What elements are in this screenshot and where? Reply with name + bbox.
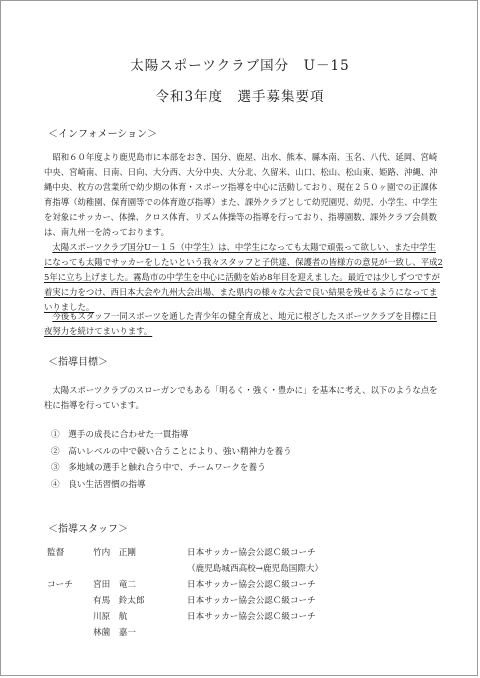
goal-item: ② 高いレベルの中で競い合うことにより、強い精神力を養う xyxy=(51,446,292,457)
staff-name: 有馬 鈴太郎 xyxy=(93,596,145,606)
info-paragraph-2: 太陽スポーツクラブ国分U－１５（中学生）は、中学生になっても太陽で頑張って欲しい、また中学生になっても太陽でサッカーをしたいという我々スタッフと子供達、保護者の皆様方の意見が一致し、平成25年に立ち上げました。霧島市の中学生を中心に活動を始め8年目を迎えました。最近では少しずつですが着実に力をつけ、西日本大会や九州大会出場、また県内の様々な大会で良い結果を残せるようになってまいりました。 xyxy=(44,242,443,312)
goals-list xyxy=(51,427,292,493)
staff-row xyxy=(47,546,447,562)
staff-row xyxy=(47,610,447,626)
info-heading: ＜インフォメーション＞ xyxy=(48,129,158,140)
staff-name: 川原 航 xyxy=(93,612,128,622)
document-subtitle: 令和3年度 選手募集要項 xyxy=(155,89,325,105)
staff-row xyxy=(47,594,447,610)
staff-role: 監督 xyxy=(47,548,65,558)
staff-table xyxy=(47,546,447,642)
goal-item: ① 選手の成長に合わせた一貫指導 xyxy=(51,430,189,440)
info-paragraph-1: 昭和６０年度より鹿児島市に本部をおき、国分、鹿屋、出水、熊本、縣本南、玉名、八代、延岡、宮崎中央、宮崎南、日南、日向、大分西、大分中央、大分北、久留米、山口、松山、松山東、姫路、沖縄、沖縄中央、枚方の営業所で幼少期の体育・スポーツ指導を中心に活動しており、現在２５０ヶ園での正課体育指導（幼稚園、保育園等での体育遊び指導）また、課外クラブとして幼児園児、幼児、小学生、中学生を対象にサッカー、体操、クロス体育、リズム体操等の指導を行っており、指導園数、課外クラブ会員数は、南九州一を誇っております。 xyxy=(44,152,438,237)
staff-role: コーチ xyxy=(47,580,73,590)
staff-cert: 日本サッカー協会公認Ｃ級コーチ xyxy=(187,548,316,558)
staff-cert: 日本サッカー協会公認Ｃ級コーチ xyxy=(187,580,316,590)
staff-row xyxy=(47,562,447,578)
info-paragraph-3: 今後もスタッフ一同スポーツを通した青少年の健全育成と、地元に根ざしたスポーツクラブを目標に日夜努力を続けてまいります。 xyxy=(44,311,437,336)
staff-name: 宮田 竜二 xyxy=(93,580,136,590)
staff-name: 林薗 嘉一 xyxy=(93,628,136,638)
goal-item: ③ 多地域の選手と触れ合う中で、チームワークを養う xyxy=(51,463,266,473)
staff-career: （鹿児島城西高校→鹿児島国際大） xyxy=(187,564,324,574)
staff-heading: ＜指導スタッフ＞ xyxy=(48,524,128,535)
staff-row xyxy=(47,578,447,594)
goals-heading: ＜指導目標＞ xyxy=(48,357,108,368)
goal-item: ④ 良い生活習慣の指導 xyxy=(51,479,146,490)
document-title: 太陽スポーツクラブ国分 U－15 xyxy=(130,58,350,74)
staff-cert: 日本サッカー協会公認Ｃ級コーチ xyxy=(187,596,316,606)
staff-cert: 日本サッカー協会公認Ｃ級コーチ xyxy=(187,612,316,622)
goals-intro: 太陽スポーツクラブのスローガンでもある「明るく・強く・豊かに」を基本に考え、以下のような点を柱に指導を行っています。 xyxy=(44,385,438,410)
staff-name: 竹内 正剛 xyxy=(93,548,136,558)
staff-row xyxy=(47,626,447,642)
